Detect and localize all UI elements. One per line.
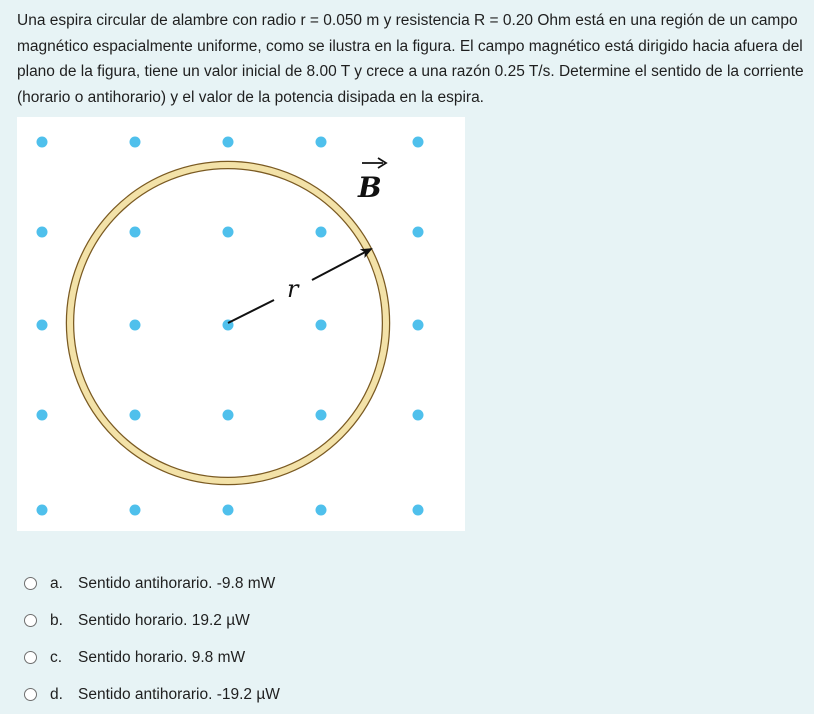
field-dot-icon <box>37 320 48 331</box>
option-label: Sentido antihorario. -19.2 µW <box>78 685 280 703</box>
field-dot-icon <box>37 410 48 421</box>
field-dot-icon <box>37 137 48 148</box>
radio-button-icon[interactable] <box>24 651 37 664</box>
radio-button-icon[interactable] <box>24 577 37 590</box>
option-letter: a. <box>50 574 63 592</box>
field-dot-icon <box>130 505 141 516</box>
option-label: Sentido antihorario. -9.8 mW <box>78 574 276 592</box>
radius-arrow <box>312 249 371 280</box>
radio-button-icon[interactable] <box>24 614 37 627</box>
field-dot-icon <box>316 137 327 148</box>
radius-label: r <box>287 275 299 303</box>
field-dot-icon <box>413 227 424 238</box>
magnetic-field-figure <box>17 117 465 531</box>
option-letter: d. <box>50 685 63 703</box>
vector-arrow-icon <box>362 158 386 168</box>
field-dot-icon <box>130 137 141 148</box>
field-dot-icon <box>223 505 234 516</box>
option-d[interactable] <box>24 676 280 713</box>
option-b[interactable] <box>24 602 280 639</box>
option-a[interactable] <box>24 565 280 602</box>
field-dot-icon <box>413 137 424 148</box>
option-label: Sentido horario. 19.2 µW <box>78 611 250 629</box>
field-dot-icon <box>37 505 48 516</box>
field-dot-icon <box>223 410 234 421</box>
option-letter: b. <box>50 611 63 629</box>
answer-options <box>24 565 280 713</box>
field-dot-icon <box>413 320 424 331</box>
option-c[interactable] <box>24 639 280 676</box>
field-dot-icon <box>130 410 141 421</box>
field-dot-icon <box>316 505 327 516</box>
option-label: Sentido horario. 9.8 mW <box>78 648 246 666</box>
loop-diagram <box>17 117 465 531</box>
field-dot-icon <box>413 410 424 421</box>
field-dot-icon <box>413 505 424 516</box>
field-dot-icon <box>130 320 141 331</box>
radio-button-icon[interactable] <box>24 688 37 701</box>
field-dot-icon <box>223 227 234 238</box>
field-dot-icon <box>37 227 48 238</box>
option-letter: c. <box>50 648 63 666</box>
question-text: Una espira circular de alambre con radio r = 0.050 m y resistencia R = 0.20 Ohm está en una región de un campo magnético espacialmente uniforme, como se ilustra en la figura. El campo magnético está dirigido hacia afuera del plano de la figura, tiene un valor inicial de 8.00 T y crece a una razón 0.25 T/s. Determine el sentido de la corriente (horario o antihorario) y el valor de la potencia disipada en la espira. <box>17 12 804 106</box>
field-dot-icon <box>316 227 327 238</box>
field-dot-icon <box>316 320 327 331</box>
field-label: B <box>358 171 382 204</box>
radius-line <box>228 300 274 323</box>
field-dot-icon <box>316 410 327 421</box>
field-dot-icon <box>130 227 141 238</box>
field-dot-icon <box>223 137 234 148</box>
